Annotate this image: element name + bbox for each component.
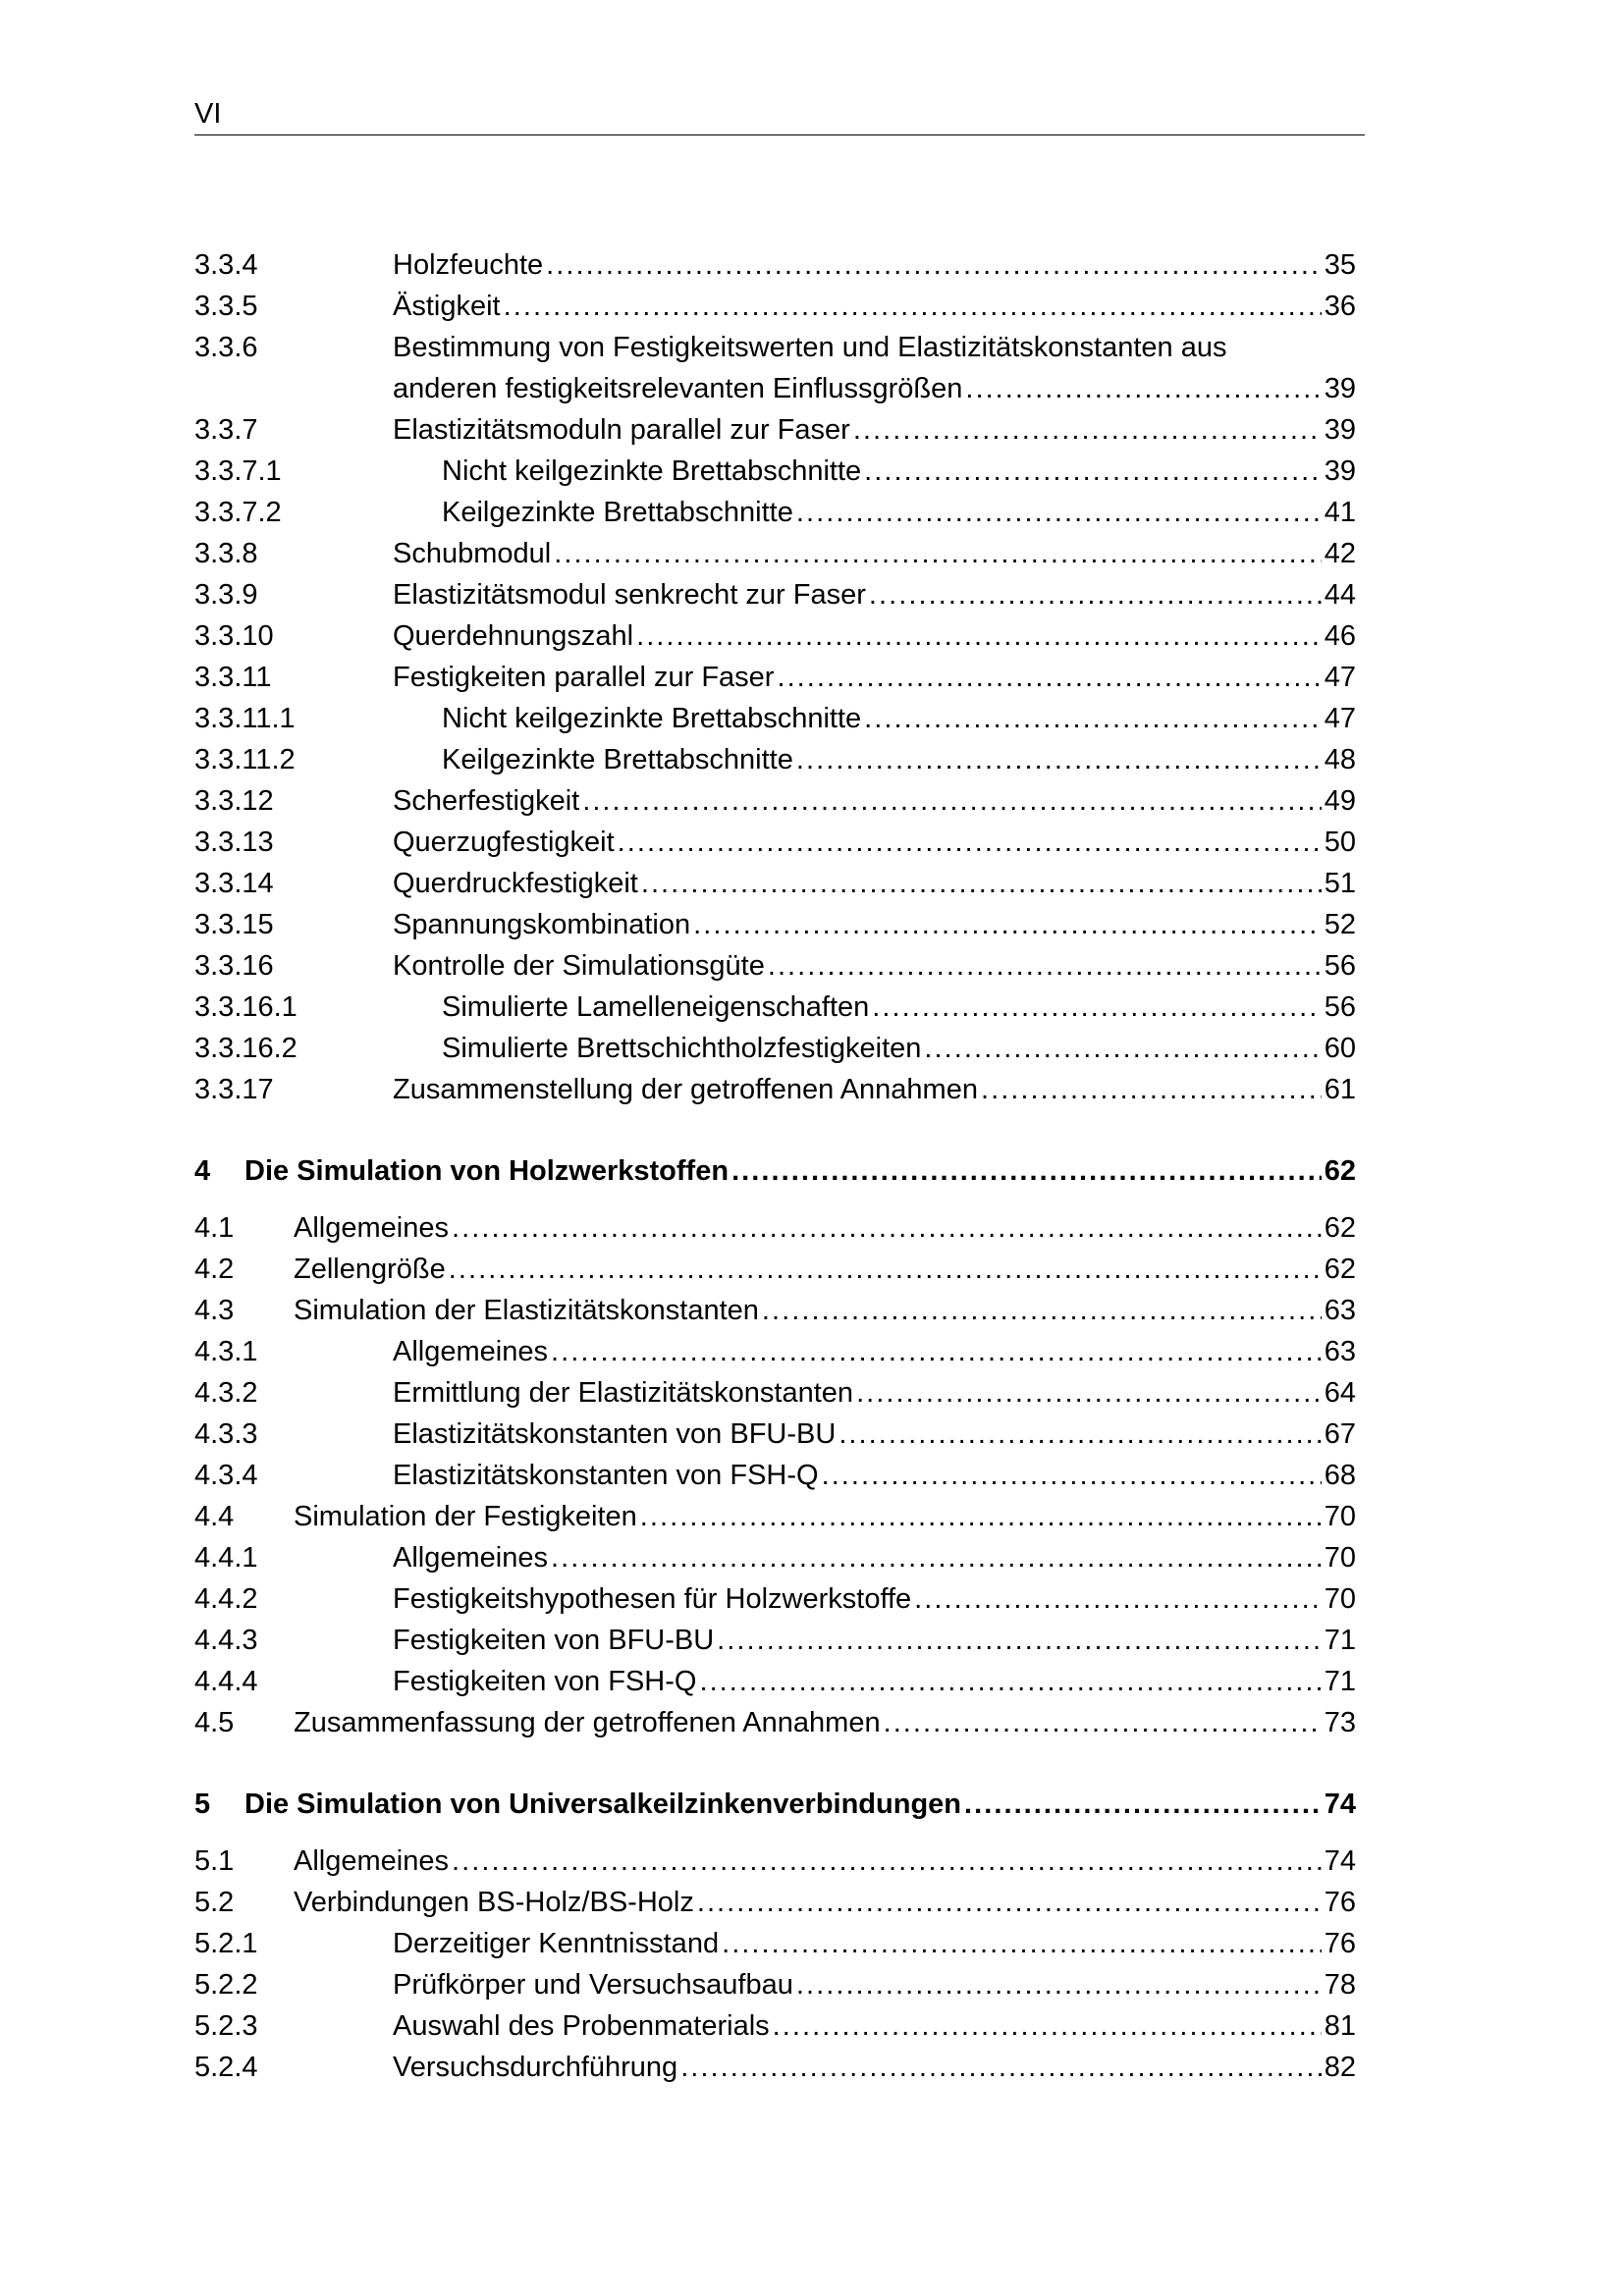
toc-entry[interactable]: 4.3.1 Allgemeines . . . 63: [194, 1331, 1356, 1372]
toc-entry[interactable]: 5.2 Verbindungen BS-Holz/BS-Holz . . . 76: [194, 1882, 1356, 1923]
toc-entry[interactable]: 5.2.1 Derzeitiger Kenntnisstand . . . 76: [194, 1923, 1356, 1964]
toc-entry[interactable]: 3.3.11 Festigkeiten parallel zur Faser . . . 47: [194, 657, 1356, 698]
toc-entry[interactable]: 3.3.5 Ästigkeit . . . 36: [194, 286, 1356, 327]
toc-entry[interactable]: 4.3.4 Elastizitätskonstanten von FSH-Q . . . 68: [194, 1455, 1356, 1496]
toc-entry[interactable]: 4.4.2 Festigkeitshypothesen für Holzwerkstoffe . . . 70: [194, 1578, 1356, 1620]
toc-entry[interactable]: 5.2.2 Prüfkörper und Versuchsaufbau . . . 78: [194, 1964, 1356, 2005]
toc-entry[interactable]: 3.3.4 Holzfeuchte . . . 35: [194, 244, 1356, 286]
toc-entry[interactable]: 3.3.7.2 Keilgezinkte Brettabschnitte . . . 41: [194, 492, 1356, 533]
toc-entry[interactable]: 4.2 Zellengröße . . . 62: [194, 1249, 1356, 1290]
toc-entry[interactable]: 3.3.11.1 Nicht keilgezinkte Brettabschnitte . . . 47: [194, 698, 1356, 739]
toc-entry[interactable]: 3.3.8 Schubmodul . . . 42: [194, 533, 1356, 574]
toc-entry[interactable]: 3.3.16 Kontrolle der Simulationsgüte . . . 56: [194, 945, 1356, 987]
toc-entry[interactable]: 5.2.3 Auswahl des Probenmaterials . . . 81: [194, 2005, 1356, 2047]
toc-entry[interactable]: 4.3 Simulation der Elastizitätskonstanten . . . 63: [194, 1290, 1356, 1331]
toc-entry[interactable]: 3.3.6 Bestimmung von Festigkeitswerten und Elastizitätskonstanten aus: [194, 332, 1227, 363]
toc-entry[interactable]: 5.1 Allgemeines . . . 74: [194, 1841, 1356, 1882]
toc-entry[interactable]: 5.2.4 Versuchsdurchführung . . . 82: [194, 2047, 1356, 2088]
toc-entry[interactable]: 4.4.3 Festigkeiten von BFU-BU . . . 71: [194, 1620, 1356, 1661]
toc-entry[interactable]: 4.4.4 Festigkeiten von FSH-Q . . . 71: [194, 1661, 1356, 1702]
toc-entry[interactable]: 3.3.16.2 Simulierte Brettschichtholzfestigkeiten . . . 60: [194, 1028, 1356, 1069]
toc-entry[interactable]: 3.3.7.1 Nicht keilgezinkte Brettabschnitte . . . 39: [194, 451, 1356, 492]
toc-entry[interactable]: 3.3.16.1 Simulierte Lamelleneigenschaften . . . 56: [194, 987, 1356, 1028]
toc-entry[interactable]: 3.3.7 Elastizitätsmoduln parallel zur Faser . . . 39: [194, 409, 1356, 451]
toc-entry[interactable]: 3.3.13 Querzugfestigkeit . . . 50: [194, 822, 1356, 863]
toc-entry[interactable]: 3.3.12 Scherfestigkeit . . . 49: [194, 780, 1356, 822]
toc-entry[interactable]: 3.3.15 Spannungskombination . . . 52: [194, 904, 1356, 945]
toc-entry[interactable]: 4.3.3 Elastizitätskonstanten von BFU-BU . . . 67: [194, 1414, 1356, 1455]
table-of-contents: [194, 244, 1356, 2088]
toc-entry[interactable]: 3.3.17 Zusammenstellung der getroffenen Annahmen . . . 61: [194, 1069, 1356, 1110]
toc-entry[interactable]: 3.3.11.2 Keilgezinkte Brettabschnitte . . . 48: [194, 739, 1356, 780]
toc-entry[interactable]: 4.4 Simulation der Festigkeiten . . . 70: [194, 1496, 1356, 1537]
toc-entry[interactable]: 3.3.14 Querdruckfestigkeit . . . 51: [194, 863, 1356, 904]
toc-entry[interactable]: 3.3.10 Querdehnungszahl . . . 46: [194, 615, 1356, 657]
toc-entry[interactable]: 4.3.2 Ermittlung der Elastizitätskonstanten . . . 64: [194, 1372, 1356, 1414]
page-number: VI: [194, 98, 222, 130]
toc-chapter[interactable]: 5 Die Simulation von Universalkeilzinkenverbindungen . . . 74: [194, 1784, 1356, 1825]
toc-entry-continued[interactable]: anderen festigkeitsrelevanten Einflussgrößen . . . 39: [194, 368, 1356, 409]
toc-entry[interactable]: 4.5 Zusammenfassung der getroffenen Annahmen . . . 73: [194, 1702, 1356, 1743]
toc-entry[interactable]: 4.4.1 Allgemeines . . . 70: [194, 1537, 1356, 1578]
toc-chapter[interactable]: 4 Die Simulation von Holzwerkstoffen . . . 62: [194, 1150, 1356, 1192]
toc-entry[interactable]: 4.1 Allgemeines . . . 62: [194, 1207, 1356, 1249]
page-header: [194, 90, 1365, 135]
toc-entry[interactable]: 3.3.9 Elastizitätsmodul senkrecht zur Faser . . . 44: [194, 574, 1356, 615]
